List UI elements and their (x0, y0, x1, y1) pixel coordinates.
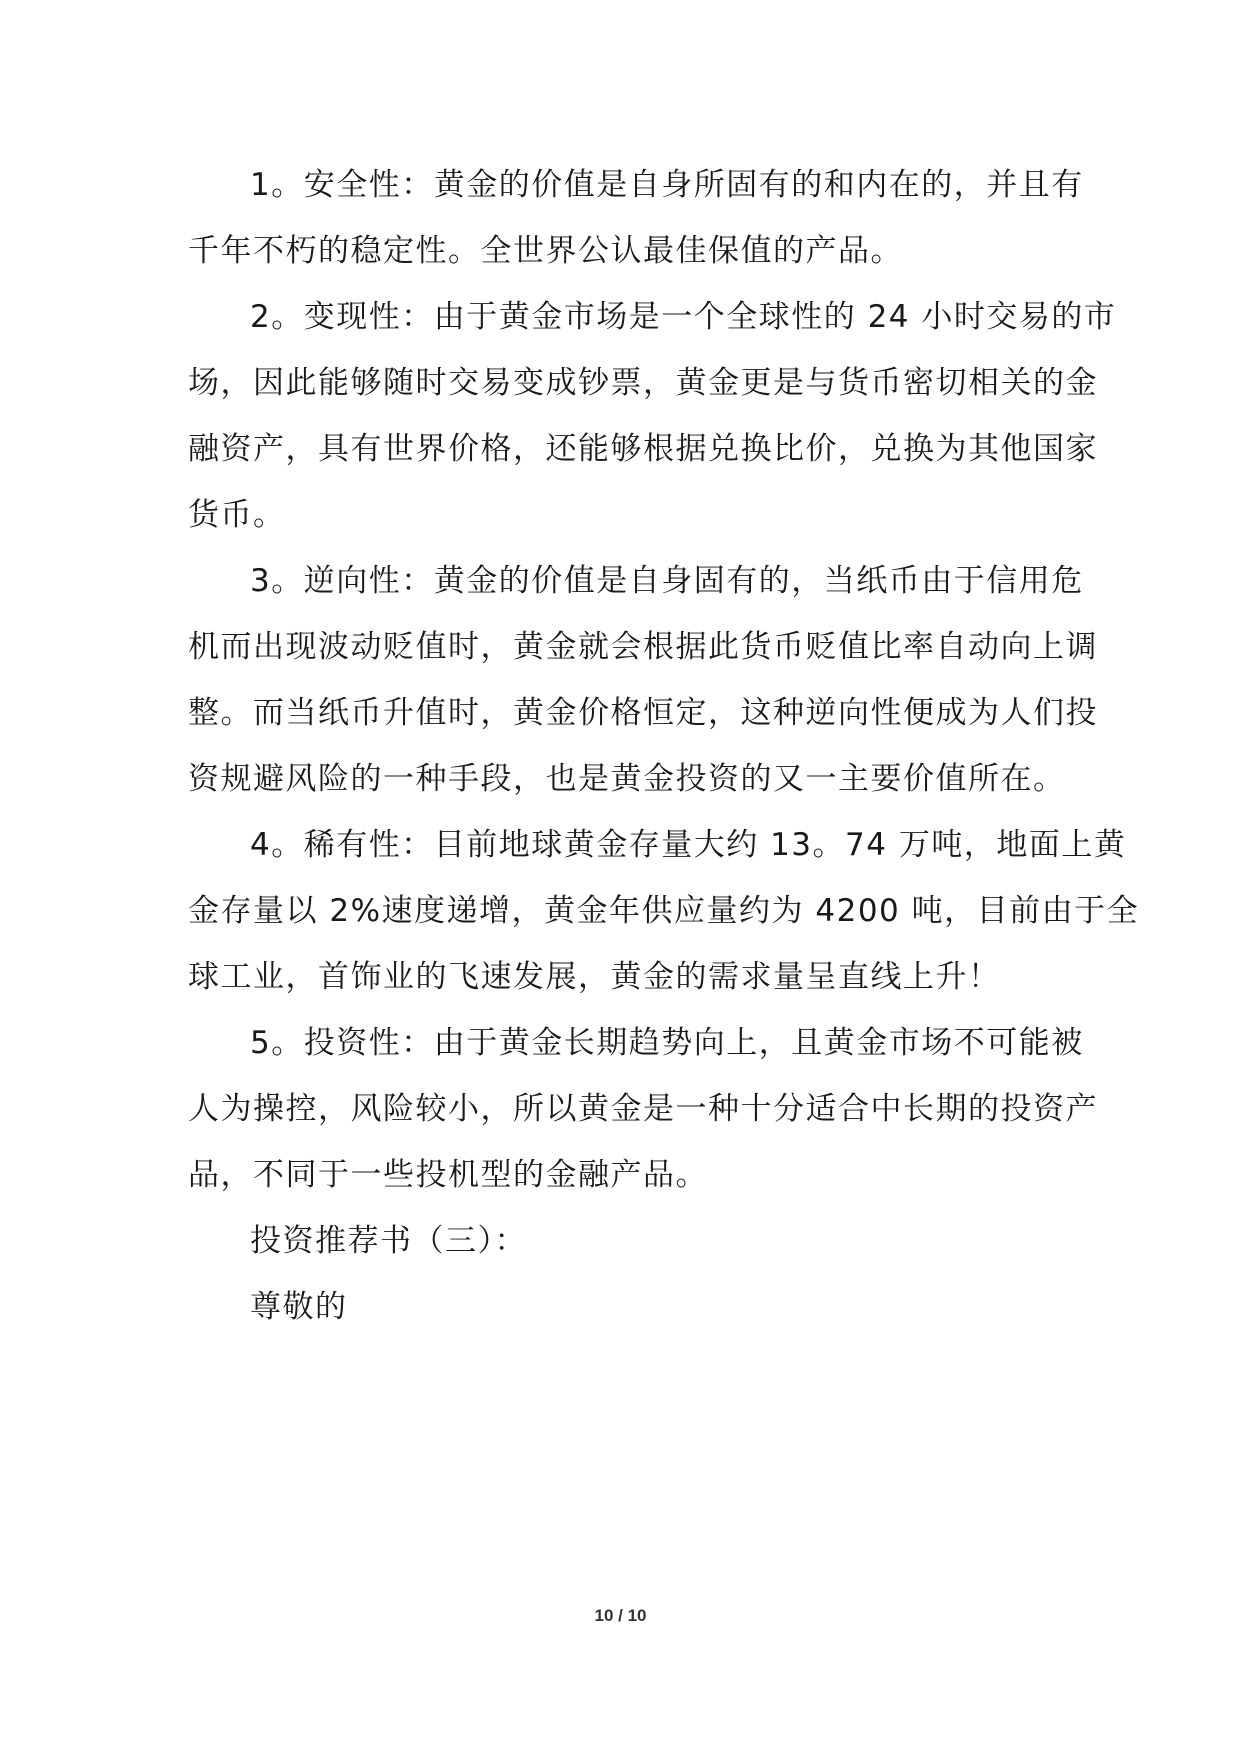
salutation (188, 1274, 1058, 1340)
text-line: 4。稀有性：目前地球黄金存量大约 13。74 万吨，地面上黄 (250, 827, 1127, 863)
document-body (188, 152, 1140, 1340)
text-line: 机而出现波动贬值时，黄金就会根据此货币贬值比率自动向上调 (188, 629, 1098, 665)
section-heading (188, 1208, 1058, 1274)
text-line: 2。变现性：由于黄金市场是一个全球性的 24 小时交易的市 (250, 299, 1117, 335)
text-line: 融资产，具有世界价格，还能够根据兑换比价，兑换为其他国家 (188, 431, 1098, 467)
paragraph-safety (188, 152, 1084, 284)
paragraph-counter-cyclical (188, 548, 1098, 812)
text-line: 场，因此能够随时交易变成钞票，黄金更是与货币密切相关的金 (188, 365, 1098, 401)
text-line: 资规避风险的一种手段，也是黄金投资的又一主要价值所在。 (188, 761, 1066, 797)
text-line: 投资推荐书（三）： (250, 1223, 527, 1259)
text-line: 整。而当纸币升值时，黄金价格恒定，这种逆向性便成为人们投 (188, 695, 1098, 731)
text-line: 1。安全性：黄金的价值是自身所固有的和内在的，并且有 (250, 167, 1084, 203)
paragraph-scarcity (188, 812, 1140, 1010)
page-number: 10 / 10 (594, 1606, 647, 1625)
text-line: 5。投资性：由于黄金长期趋势向上，且黄金市场不可能被 (250, 1025, 1084, 1061)
text-line: 金存量以 2%速度递增，黄金年供应量约为 4200 吨，目前由于全 (188, 893, 1140, 929)
text-line: 人为操控，风险较小，所以黄金是一种十分适合中长期的投资产 (188, 1091, 1098, 1127)
text-line: 品，不同于一些投机型的金融产品。 (188, 1157, 708, 1193)
paragraph-liquidity (188, 284, 1117, 548)
text-line: 球工业，首饰业的飞速发展，黄金的需求量呈直线上升！ (188, 959, 1001, 995)
text-line: 尊敬的 (250, 1289, 348, 1325)
paragraph-investment (188, 1010, 1098, 1208)
text-line: 3。逆向性：黄金的价值是自身固有的，当纸币由于信用危 (250, 563, 1084, 599)
text-line: 货币。 (188, 497, 286, 533)
text-line: 千年不朽的稳定性。全世界公认最佳保值的产品。 (188, 233, 903, 269)
